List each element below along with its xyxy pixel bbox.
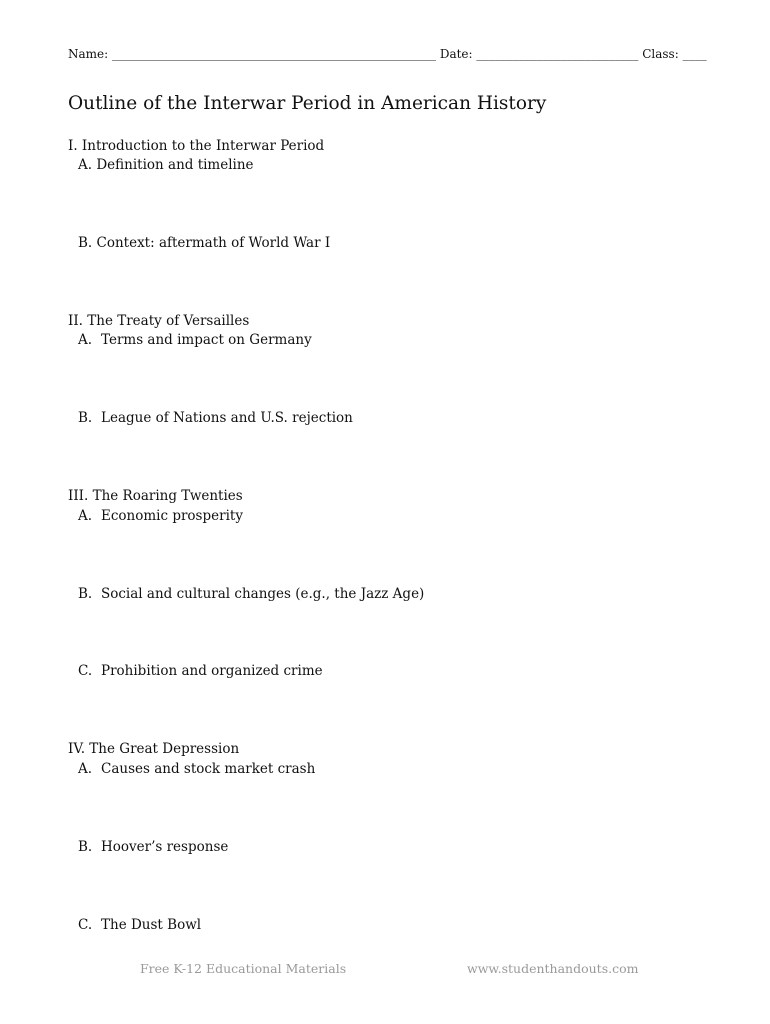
section-heading-2: II. The Treaty of Versailles bbox=[68, 313, 250, 329]
item-text: Terms and impact on Germany bbox=[101, 332, 312, 348]
header-fields bbox=[68, 47, 707, 61]
item-letter: C. bbox=[78, 917, 93, 933]
item-text: The Dust Bowl bbox=[101, 917, 202, 933]
page-title: Outline of the Interwar Period in American History bbox=[68, 93, 547, 114]
date-field: Date: ___________________________ bbox=[439, 47, 639, 61]
outline-item-4b bbox=[78, 839, 228, 855]
item-text: Social and cultural changes (e.g., the Jazz Age) bbox=[101, 586, 425, 602]
item-letter: B. bbox=[78, 410, 93, 426]
item-text: Prohibition and organized crime bbox=[101, 663, 323, 679]
item-text: Economic prosperity bbox=[101, 508, 243, 524]
item-letter: B. bbox=[78, 839, 93, 855]
outline-item-3a bbox=[78, 508, 243, 524]
outline-item-2b bbox=[78, 410, 353, 426]
item-text: League of Nations and U.S. rejection bbox=[101, 410, 353, 426]
footer-website-text: www.studenthandouts.com bbox=[467, 961, 639, 976]
item-letter: B. bbox=[78, 586, 93, 602]
footer-left-text: Free K-12 Educational Materials bbox=[140, 961, 347, 976]
outline-item-4c bbox=[78, 917, 201, 933]
item-text: Hoover’s response bbox=[101, 839, 229, 855]
item-text: Causes and stock market crash bbox=[101, 761, 316, 777]
section-heading-1: I. Introduction to the Interwar Period bbox=[68, 138, 325, 154]
outline-item-2a bbox=[78, 332, 312, 348]
item-letter: A. bbox=[78, 508, 93, 524]
item-letter: A. bbox=[78, 761, 93, 777]
outline-item-4a bbox=[78, 761, 315, 777]
outline-item-1a: A. Definition and timeline bbox=[78, 157, 254, 173]
section-heading-3: III. The Roaring Twenties bbox=[68, 488, 243, 504]
class-field: Class: ____ bbox=[642, 47, 707, 61]
item-letter: A. bbox=[78, 332, 93, 348]
item-letter: C. bbox=[78, 663, 93, 679]
outline-item-1b: B. Context: aftermath of World War I bbox=[78, 235, 331, 251]
outline-item-3b bbox=[78, 586, 424, 602]
name-field: Name: ______________________________________________________ bbox=[68, 47, 436, 61]
outline-item-3c bbox=[78, 663, 323, 679]
section-heading-4: IV. The Great Depression bbox=[68, 741, 240, 757]
